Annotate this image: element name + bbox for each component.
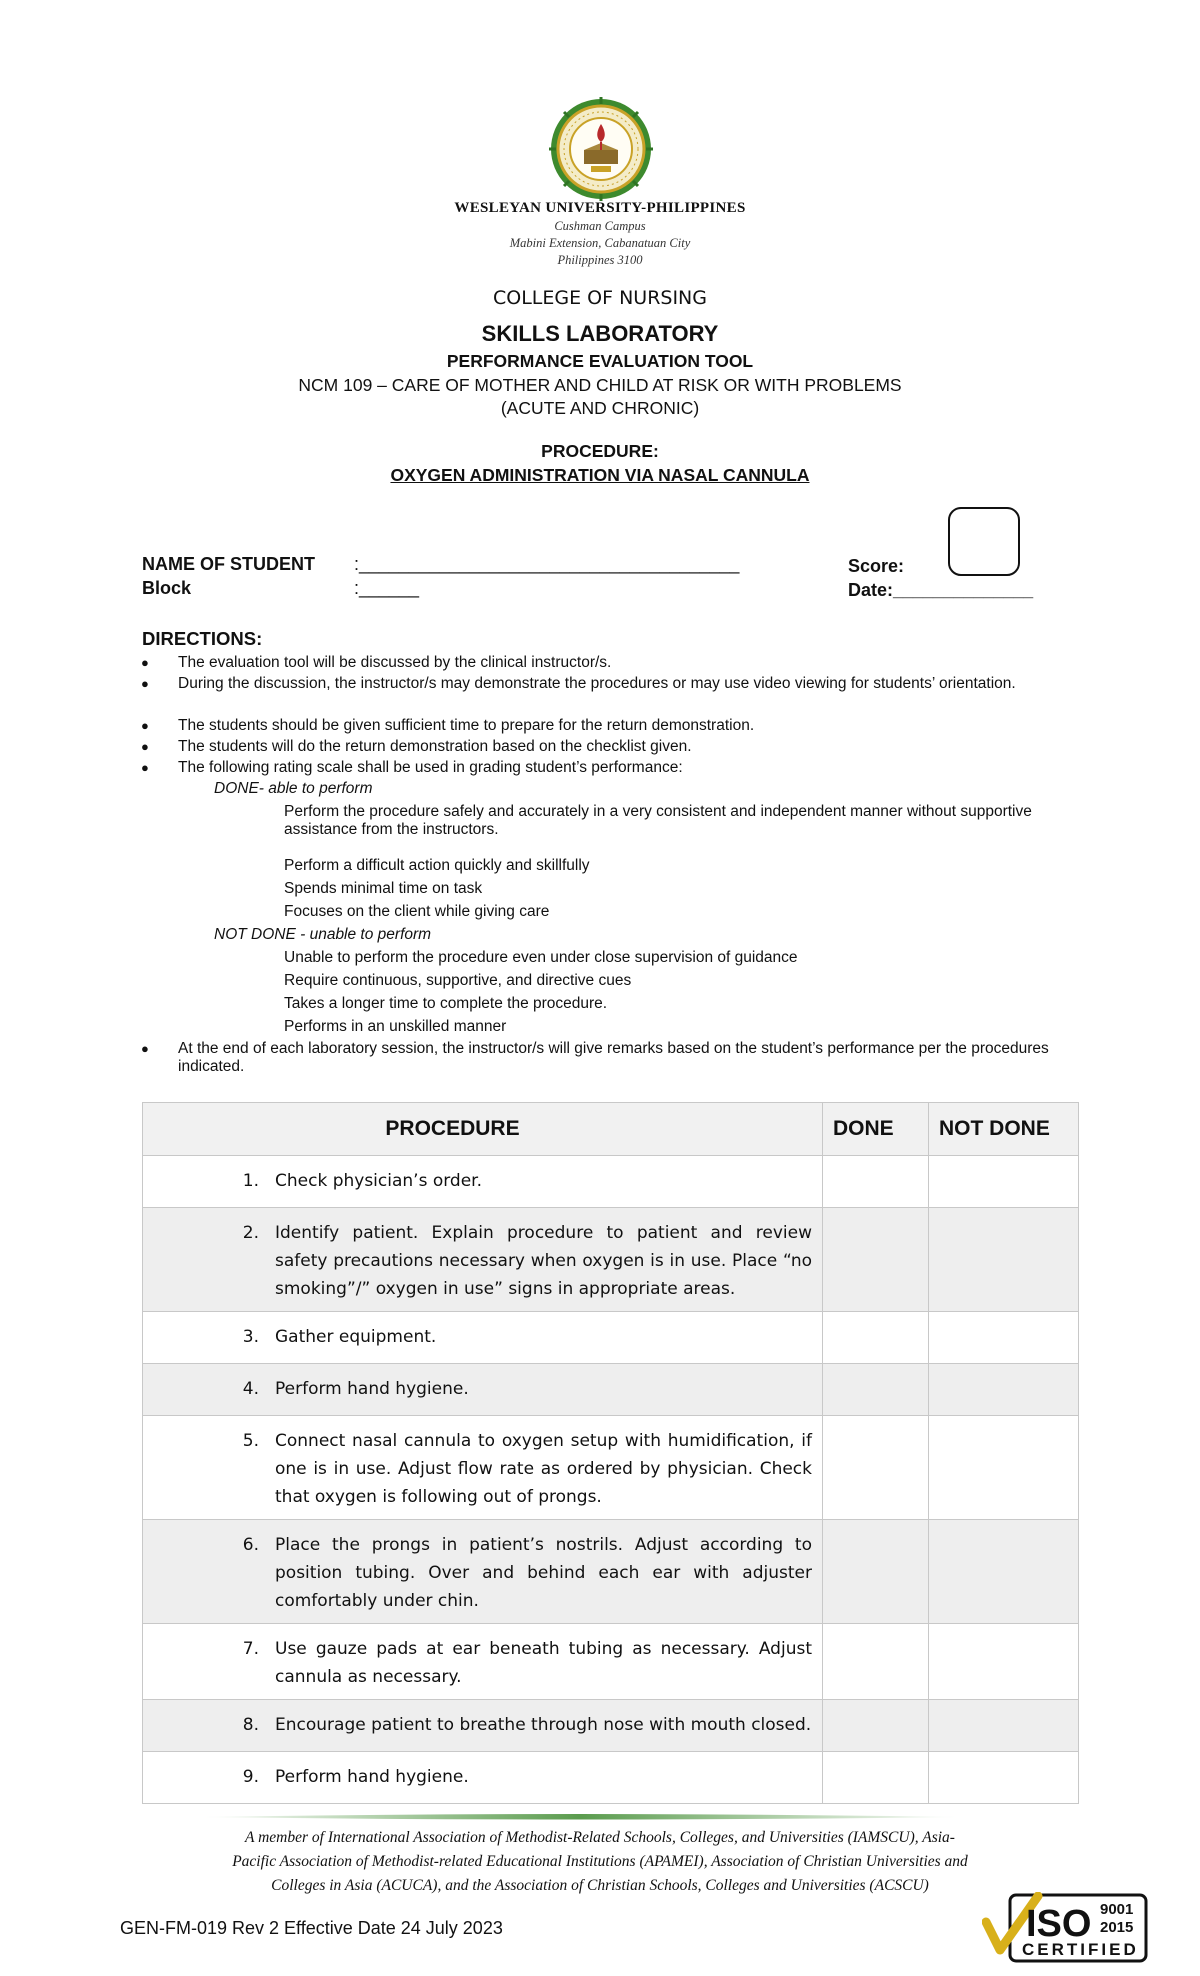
step-text: Perform hand hygiene.: [275, 1379, 469, 1399]
not-done-checkbox-cell[interactable]: [929, 1364, 1079, 1416]
iso-text: ISO: [1026, 1903, 1092, 1945]
step-text: Use gauze pads at ear beneath tubing as necessary. Adjust cannula as necessary.: [275, 1639, 812, 1687]
campus-country: Philippines 3100: [557, 253, 643, 267]
done-checkbox-cell[interactable]: [823, 1624, 929, 1700]
table-row: [143, 1208, 1079, 1312]
procedure-checklist-table: [142, 1102, 1079, 1804]
step-number: 8.: [242, 1715, 259, 1735]
page-title: SKILLS LABORATORY: [481, 321, 719, 346]
footer-divider: [200, 1808, 960, 1816]
done-criterion: Focuses on the client while giving care: [284, 903, 550, 920]
table-row: [143, 1624, 1079, 1700]
step-text: Check physician’s order.: [275, 1171, 483, 1191]
done-checkbox-cell[interactable]: [823, 1208, 929, 1312]
table-row: [143, 1752, 1079, 1804]
not-done-checkbox-cell[interactable]: [929, 1156, 1079, 1208]
step-number: 3.: [242, 1327, 259, 1347]
iso-standard: 9001: [1100, 1901, 1134, 1918]
step-number: 1.: [242, 1171, 259, 1191]
not-done-criterion: Takes a longer time to complete the procedure.: [284, 995, 608, 1012]
student-name-label: NAME OF STUDENT: [142, 554, 315, 574]
table-row: [143, 1312, 1079, 1364]
course-subtitle: (ACUTE AND CHRONIC): [500, 398, 700, 418]
college-name: COLLEGE OF NURSING: [492, 287, 707, 309]
step-text: Identify patient. Explain procedure to patient and review safety precautions necessary when oxygen is in use. Place “no smoking”/” oxygen in use” signs in appropriate areas.: [275, 1223, 812, 1299]
membership-line: Colleges in Asia (ACUCA), and the Association of Christian Schools, Colleges and Universities (ACSCU): [271, 1877, 929, 1894]
bullet-icon: ●: [141, 676, 149, 691]
step-text: Connect nasal cannula to oxygen setup with humidification, if one is in use. Adjust flow rate as ordered by physician. Check that oxygen is following out of prongs.: [275, 1431, 812, 1507]
bullet-icon: ●: [141, 655, 149, 670]
block-field[interactable]: :______: [354, 578, 420, 598]
step-number: 4.: [242, 1379, 259, 1399]
date-field[interactable]: Date:______________: [848, 580, 1034, 600]
not-done-criterion: Unable to perform the procedure even under close supervision of guidance: [284, 949, 798, 966]
procedure-title: OXYGEN ADMINISTRATION VIA NASAL CANNULA: [390, 465, 810, 485]
direction-item: At the end of each laboratory session, the instructor/s will give remarks based on the student’s performance per the procedures indicated.: [178, 1040, 1049, 1075]
direction-item: During the discussion, the instructor/s may demonstrate the procedures or may use video viewing for students’ orientation.: [178, 675, 1016, 692]
step-number: 9.: [242, 1767, 259, 1787]
block-label: Block: [142, 578, 192, 598]
bullet-icon: ●: [141, 1041, 149, 1056]
iso-year: 2015: [1100, 1919, 1134, 1936]
membership-line: Pacific Association of Methodist-related Educational Institutions (APAMEI), Association of Christian Universities and: [232, 1853, 968, 1870]
done-criterion: Spends minimal time on task: [284, 880, 483, 897]
step-number: 5.: [242, 1431, 259, 1451]
done-criterion: Perform a difficult action quickly and skillfully: [284, 857, 590, 874]
column-header-procedure: PROCEDURE: [143, 1103, 823, 1156]
done-checkbox-cell[interactable]: [823, 1364, 929, 1416]
score-box[interactable]: [948, 507, 1020, 576]
step-text: Perform hand hygiene.: [275, 1767, 469, 1787]
not-done-checkbox-cell[interactable]: [929, 1312, 1079, 1364]
done-checkbox-cell[interactable]: [823, 1416, 929, 1520]
membership-statement: [0, 1826, 1200, 1898]
form-code: GEN-FM-019 Rev 2 Effective Date 24 July 2023: [120, 1918, 503, 1938]
step-number: 2.: [242, 1223, 259, 1243]
not-done-checkbox-cell[interactable]: [929, 1416, 1079, 1520]
step-text: Encourage patient to breathe through nose with mouth closed.: [275, 1715, 812, 1735]
direction-item: The following rating scale shall be used in grading student’s performance:: [178, 759, 683, 776]
direction-item: The students will do the return demonstration based on the checklist given.: [178, 738, 692, 755]
direction-item: The evaluation tool will be discussed by the clinical instructor/s.: [178, 654, 612, 671]
university-seal: [548, 96, 654, 202]
not-done-checkbox-cell[interactable]: [929, 1700, 1079, 1752]
course-title: NCM 109 – CARE OF MOTHER AND CHILD AT RISK OR WITH PROBLEMS: [298, 375, 902, 395]
done-checkbox-cell[interactable]: [823, 1520, 929, 1624]
campus-name: Cushman Campus: [554, 219, 646, 233]
directions-title: DIRECTIONS:: [142, 628, 263, 649]
bullet-icon: ●: [141, 739, 149, 754]
university-name: WESLEYAN UNIVERSITY-PHILIPPINES: [454, 200, 746, 216]
column-header-done: DONE: [823, 1103, 929, 1156]
done-heading: DONE- able to perform: [214, 780, 373, 797]
not-done-checkbox-cell[interactable]: [929, 1520, 1079, 1624]
not-done-heading: NOT DONE - unable to perform: [214, 926, 432, 943]
column-header-not-done: NOT DONE: [929, 1103, 1079, 1156]
tool-title: PERFORMANCE EVALUATION TOOL: [446, 351, 754, 371]
done-criterion: Perform the procedure safely and accurately in a very consistent and independent manner without supportive assistance from the instructors.: [284, 803, 1032, 838]
bullet-icon: ●: [141, 718, 149, 733]
done-checkbox-cell[interactable]: [823, 1752, 929, 1804]
membership-line: A member of International Association of Methodist-Related Schools, Colleges, and Universities (IAMSCU), Asia-: [245, 1829, 955, 1846]
step-number: 7.: [242, 1639, 259, 1659]
not-done-checkbox-cell[interactable]: [929, 1208, 1079, 1312]
table-row: [143, 1416, 1079, 1520]
not-done-checkbox-cell[interactable]: [929, 1624, 1079, 1700]
bullet-icon: ●: [141, 760, 149, 775]
procedure-label: PROCEDURE:: [541, 441, 659, 461]
direction-item: The students should be given sufficient time to prepare for the return demonstration.: [178, 717, 755, 734]
table-header-row: [143, 1103, 1079, 1156]
step-text: Gather equipment.: [275, 1327, 437, 1347]
not-done-criterion: Performs in an unskilled manner: [284, 1018, 507, 1035]
step-number: 6.: [242, 1535, 259, 1555]
done-checkbox-cell[interactable]: [823, 1156, 929, 1208]
iso-certified-text: CERTIFIED: [1022, 1940, 1139, 1959]
not-done-checkbox-cell[interactable]: [929, 1752, 1079, 1804]
table-row: [143, 1700, 1079, 1752]
table-row: [143, 1156, 1079, 1208]
table-row: [143, 1364, 1079, 1416]
score-label: Score:: [848, 556, 905, 576]
table-row: [143, 1520, 1079, 1624]
campus-street: Mabini Extension, Cabanatuan City: [509, 236, 691, 250]
student-name-field[interactable]: :______________________________________: [354, 554, 740, 574]
not-done-criterion: Require continuous, supportive, and directive cues: [284, 972, 632, 989]
step-text: Place the prongs in patient’s nostrils. Adjust according to position tubing. Over and behind each ear with adjuster comfortably under chin.: [275, 1535, 812, 1611]
done-checkbox-cell[interactable]: [823, 1700, 929, 1752]
iso-certified-badge: [982, 1892, 1150, 1964]
done-checkbox-cell[interactable]: [823, 1312, 929, 1364]
